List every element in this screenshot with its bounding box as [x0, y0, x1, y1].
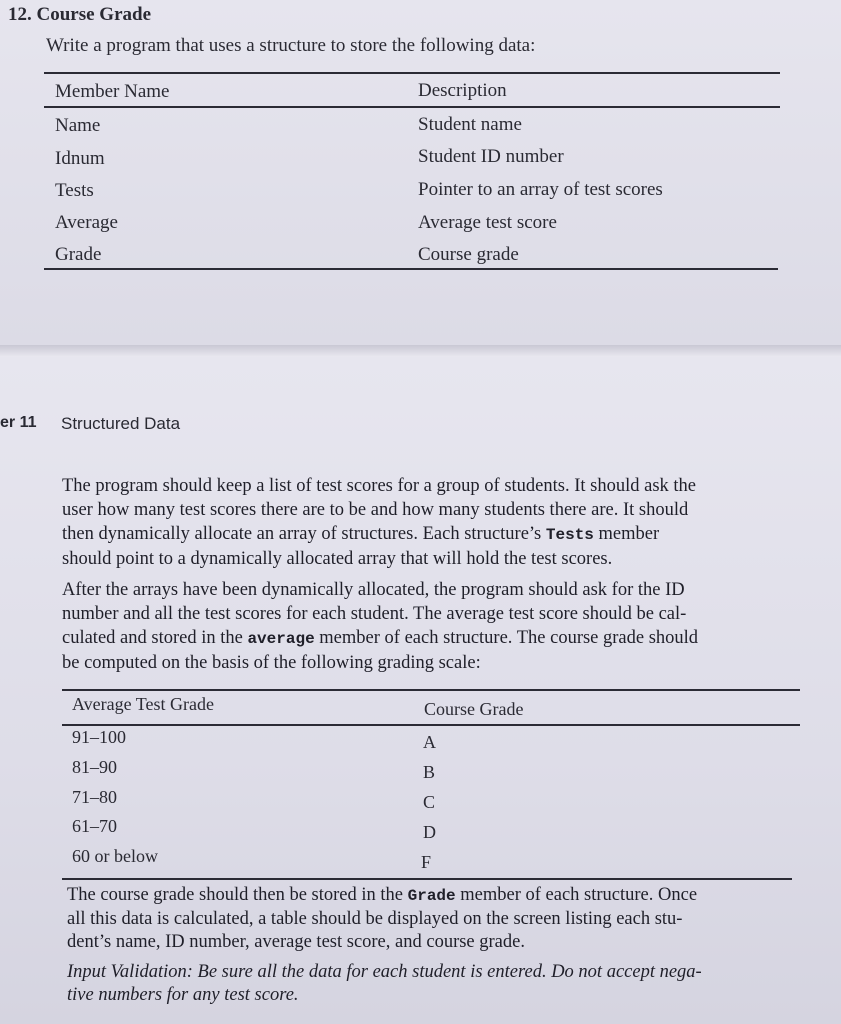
member-table-header-description: Description [418, 80, 507, 101]
input-validation-label: Input Validation: [67, 962, 193, 982]
member-description-cell: Student name [418, 114, 522, 135]
member-table-top-rule [44, 72, 780, 74]
paragraph-text: culated and stored in the [62, 628, 243, 648]
paragraph-line: tive numbers for any test score. [67, 985, 299, 1005]
grade-letter-cell: F [421, 852, 432, 872]
grade-table-header-course: Course Grade [424, 699, 524, 719]
grade-table-header-average: Average Test Grade [72, 694, 215, 714]
paragraph-text: The course grade should then be stored in the [67, 885, 403, 905]
paragraph-3 [67, 884, 799, 954]
member-name-cell: Name [55, 115, 101, 136]
grade-table-top-rule [62, 689, 800, 691]
paragraph-text: then dynamically allocate an array of structures. Each structure’s [62, 524, 542, 544]
paragraph-text: Be sure all the data for each student is entered. Do not accept nega- [197, 962, 702, 982]
paragraph-line: should point to a dynamically allocated array that will hold the test scores. [62, 549, 613, 569]
grade-letter-cell: B [423, 762, 436, 782]
grade-range-cell: 71–80 [72, 787, 117, 807]
member-description-cell: Student ID number [418, 146, 564, 167]
paragraph-line: The program should keep a list of test scores for a group of students. It should ask the [62, 476, 697, 496]
member-description-cell: Course grade [418, 244, 519, 265]
member-table-bottom-rule [44, 268, 778, 270]
member-name-cell: Tests [55, 180, 94, 201]
input-validation [67, 961, 799, 1007]
member-description-cell: Pointer to an array of test scores [418, 179, 663, 200]
member-table-header-rule [44, 106, 780, 108]
paragraph-1 [62, 474, 810, 571]
grade-range-cell: 81–90 [72, 757, 117, 777]
paragraph-text: member [598, 524, 660, 544]
chapter-title: Structured Data [61, 414, 181, 433]
grade-range-cell: 61–70 [72, 816, 117, 836]
chapter-number: er 11 [0, 414, 37, 431]
grade-letter-cell: D [423, 822, 436, 842]
paragraph-line [67, 961, 799, 984]
paragraph-text: member of each structure. Once [460, 885, 698, 905]
paragraph-line: user how many test scores there are to be and how many students there are. It should [62, 500, 689, 520]
problem-heading: 12. Course Grade [8, 4, 152, 25]
paragraph-line: number and all the test scores for each student. The average test score should be cal- [62, 604, 687, 624]
grade-table-header-rule [62, 724, 800, 726]
paragraph-2 [62, 578, 810, 675]
code-term: Tests [545, 526, 594, 544]
problem-intro: Write a program that uses a structure to store the following data: [46, 35, 536, 56]
page-gap [0, 345, 841, 357]
paragraph-line: all this data is calculated, a table should be displayed on the screen listing each stu- [67, 909, 683, 929]
paragraph-line: After the arrays have been dynamically allocated, the program should ask for the ID [62, 580, 685, 600]
code-term: average [247, 630, 315, 648]
paragraph-line: dent’s name, ID number, average test score, and course grade. [67, 932, 525, 952]
member-table-header-name: Member Name [55, 81, 170, 102]
grade-range-cell: 60 or below [72, 846, 158, 866]
grade-letter-cell: C [423, 792, 436, 812]
paragraph-line [62, 522, 810, 547]
grade-table-bottom-rule [62, 878, 792, 880]
code-term: Grade [407, 887, 456, 905]
member-name-cell: Idnum [55, 148, 105, 169]
paragraph-line [62, 626, 810, 651]
member-name-cell: Average [55, 212, 118, 233]
grade-letter-cell: A [423, 732, 436, 752]
member-name-cell: Grade [55, 244, 102, 265]
paragraph-line: be computed on the basis of the following grading scale: [62, 653, 481, 673]
grade-range-cell: 91–100 [72, 727, 126, 747]
member-description-cell: Average test score [418, 212, 557, 233]
paragraph-line [67, 884, 799, 908]
paragraph-text: member of each structure. The course grade should [319, 628, 699, 648]
